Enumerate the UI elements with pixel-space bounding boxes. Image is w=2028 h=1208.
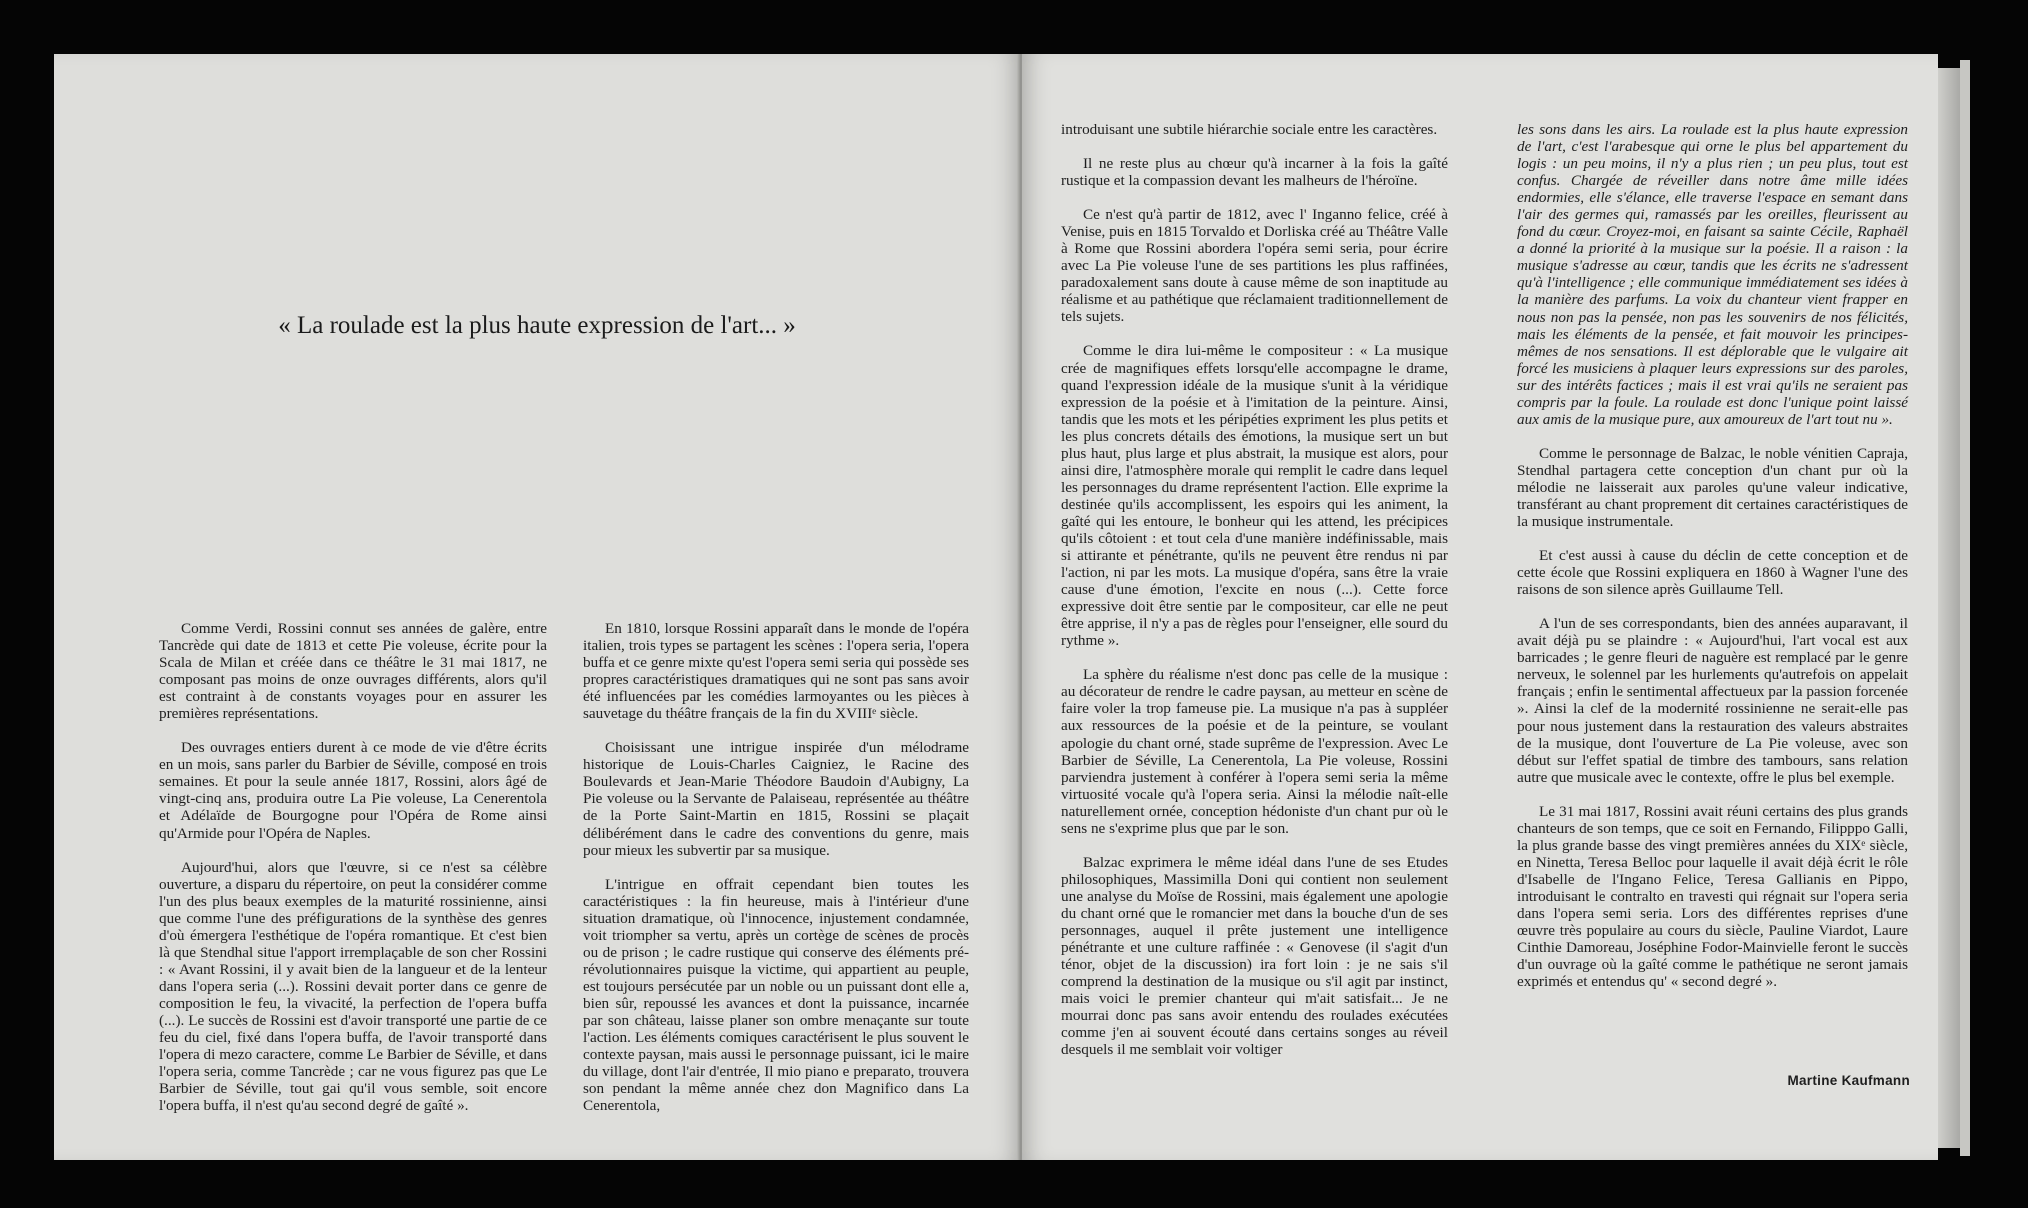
right-page-column-1	[1061, 121, 1448, 1058]
paragraph: Il ne reste plus au chœur qu'à incarner à la fois la gaîté rustique et la compassion devant les malheurs de l'héroïne.	[1061, 155, 1448, 190]
right-page	[1022, 54, 1938, 1160]
paragraph: Balzac exprimera le même idéal dans l'une de ses Etudes philosophiques, Massimilla Doni qui contient non seulement une analyse du Moïse de Rossini, mais également une apologie du chant orné que le romancier met dans la bouche d'un de ses personnages, auquel il prête justement une intelligence pénétrante et une culture raffinée : « Genovese (il s'agit d'un ténor, objet de la discussion) ira fort loin : je ne sais s'il comprend la destination de la musique ou s'il agit par instinct, mais voici le premier chanteur qui m'ait satisfait... Je ne mourrai donc pas sans avoir entendu des roulades exécutées comme j'en ai souvent écouté dans certains songes au réveil desquels il me semblait voir voltiger	[1061, 853, 1448, 1059]
page-edge	[1960, 60, 1970, 1156]
left-page	[54, 54, 1020, 1160]
paragraph: Comme Verdi, Rossini connut ses années de galère, entre Tancrède qui date de 1813 et cette Pie voleuse, écrite pour la Scala de Milan et créée dans ce théâtre le 31 mai 1817, ne composant pas moins de onze ouvrages différents, alors qu'il est contraint à de constants voyages pour en assurer les premières représentations.	[159, 620, 547, 723]
author-signature: Martine Kaufmann	[1787, 1073, 1910, 1088]
left-page-column-1	[159, 620, 547, 1114]
paragraph: Comme le dira lui-même le compositeur : « La musique crée de magnifiques effets lorsqu'elle accompagne le drame, quand l'expression idéale de la musique s'unit à la véridique expression de la poésie et à l'imitation de la peinture. Ainsi, tandis que les mots et les péripéties expriment les plus petits et les plus concrets détails des émotions, la musique sert un but plus haut, plus large et plus abstrait, la musique est alors, pour ainsi dire, l'atmosphère morale qui remplit le cadre dans lequel les personnages du drame représentent l'action. Elle exprime la destinée qu'ils accomplissent, les espoirs qui les animent, la gaîté qui les entoure, le bonheur qui les attend, les précipices qu'ils côtoient : et tout cela d'une manière indéfinissable, mais si attirante et pénétrante, qu'ils ne peuvent être rendus ni par l'action, ni par les mots. La musique d'opéra, sans être la vraie cause d'une émotion, l'excite en nous (...). Cette force expressive doit être sentie par le compositeur, car elle ne peut être apprise, il n'y a pas de règles pour l'enseigner, elle sourd du rythme ».	[1061, 342, 1448, 650]
paragraph: Le 31 mai 1817, Rossini avait réuni certains des plus grands chanteurs de son temps, que ce soit en Fernando, Filipppo Galli, la plus grande basse des vingt premières années du XIXᵉ siècle, en Ninetta, Teresa Belloc pour laquelle il avait déjà écrit le rôle d'Isabelle de l'Ingano Felice, Teresa Gallianis en Pippo, introduisant le contralto en travesti qui régnait sur l'opera seria dans l'opera semi seria. Lors des différentes reprises d'une œuvre très populaire au cours du siècle, Pauline Viardot, Laure Cinthie Damoreau, Joséphine Fodor-Mainvielle feront le succès d'un ouvrage où la gaîté comme le pathétique ne seront jamais exprimés et entendus qu' « second degré ».	[1517, 802, 1908, 991]
right-page-column-2	[1517, 121, 1908, 990]
page-edge	[1938, 68, 1960, 1148]
paragraph: les sons dans les airs. La roulade est la plus haute expression de l'art, c'est l'arabesque qui orne le plus bel appartement du logis : un peu moins, il n'y a plus rien ; un peu plus, tout est confus. Chargée de réveiller dans notre âme mille idées endormies, elle s'élance, elle traverse l'espace en semant dans l'air des germes qui, ramassés par les oreilles, fleurissent au fond du cœur. Croyez-moi, en faisant sa sainte Cécile, Raphaël a donné la priorité à la musique sur la poésie. Il a raison : la musique s'adresse au cœur, tandis que les écrits ne s'adressent qu'à l'intelligence ; elle communique immédiatement ses idées à la manière des parfums. La voix du chanteur vient frapper en nous non pas la pensée, non pas les souvenirs de nos félicités, mais les éléments de la pensée, et fait mouvoir les principes-mêmes de nos sensations. Il est déplorable que le vulgaire ait forcé les musiciens à plaquer leurs expressions sur des paroles, sur des intérêts factices ; mais il est vrai qu'ils ne seraient pas compris par la foule. La roulade est donc l'unique point laissé aux amis de la musique pure, aux amoureux de l'art tout nu ».	[1517, 121, 1908, 428]
paragraph: Choisissant une intrigue inspirée d'un mélodrame historique de Louis-Charles Caigniez, le Racine des Boulevards et Jean-Marie Théodore Baudoin d'Aubigny, La Pie voleuse ou la Servante de Palaiseau, représentée au théâtre de la Porte Saint-Martin en 1815, Rossini se plaçait délibérément dans le cadre des conventions du genre, mais pour mieux les subvertir par sa musique.	[583, 739, 969, 859]
paragraph: introduisant une subtile hiérarchie sociale entre les caractères.	[1061, 121, 1438, 138]
paragraph: Comme le personnage de Balzac, le noble vénitien Capraja, Stendhal partagera cette conception d'un chant pur où la mélodie ne laisserait aux paroles qu'une valeur indicative, transférant au chant proprement dit certaines caractéristiques de la musique instrumentale.	[1517, 444, 1908, 531]
paragraph: La sphère du réalisme n'est donc pas celle de la musique : au décorateur de rendre le cadre paysan, au metteur en scène de faire voler la trop fameuse pie. La musique n'a pas à suppléer aux ressources de la poésie et de la peinture, se voulant apologie du chant orné, stade suprême de l'expression. Avec Le Barbier de Séville, La Cenerentola, La Pie voleuse, Rossini parviendra justement à conférer à l'opera semi seria la même virtuosité vocale qu'à l'opera seria. Ainsi la mélodie naît-elle naturellement ornée, conception hédoniste d'un chant pur où le sens ne s'exprime plus que par le son.	[1061, 666, 1448, 837]
paragraph: L'intrigue en offrait cependant bien toutes les caractéristiques : la fin heureuse, mais à l'intérieur d'une situation dramatique, où l'innocence, injustement condamnée, voit triompher sa vertu, après un cortège de scènes de procès ou de prison ; le cadre rustique qui conserve des éléments pré-révolutionnaires puisque la victime, qui appartient au peuple, est toujours persécutée par un noble ou un puissant dont elle a, bien sûr, repoussé les avances et dont la puissance, incarnée par son château, laisse planer son ombre menaçante sur toute l'action. Les éléments comiques caractérisent le plus souvent le contexte paysan, mais aussi le personnage puissant, ici le maire du village, dont l'air d'entrée, Il mio piano e preparato, trouvera son pendant la même année chez don Magnifico dans La Cenerentola,	[583, 875, 969, 1115]
paragraph: Ce n'est qu'à partir de 1812, avec l' Inganno felice, créé à Venise, puis en 1815 Torvaldo et Dorliska créé au Théâtre Valle à Rome que Rossini abordera l'opéra semi seria, pour écrire avec La Pie voleuse l'une de ses partitions les plus raffinées, paradoxalement sans doute à cause même de son inaptitude au réalisme et au pathétique que réclamaient traditionnellement de tels sujets.	[1061, 206, 1448, 326]
book-spread	[54, 54, 1988, 1160]
chapter-heading: « La roulade est la plus haute expression de l'art... »	[278, 312, 796, 339]
paragraph: Aujourd'hui, alors que l'œuvre, si ce n'est sa célèbre ouverture, a disparu du répertoire, on peut la considérer comme l'un des plus beaux exemples de la maturité rossinienne, ainsi que comme l'une des préfigurations de la synthèse des genres d'où émergera l'esthétique de l'opéra romantique. Et c'est bien là que Stendhal situe l'apport irremplaçable de son cher Rossini : « Avant Rossini, il y avait bien de la langueur et de la lenteur dans l'opera seria (...). Rossini devait porter dans ce genre de composition le feu, la vivacité, la perfection de l'opera buffa (...). Le succès de Rossini est d'avoir transporté une partie de ce feu du ciel, fixé dans l'opera buffa, de l'avoir transporté dans l'opera di mezo caractere, comme Le Barbier de Séville, et dans l'opera seria, comme Tancrède ; car ne vous figurez pas que Le Barbier de Séville, tout gai qu'il vous semble, soit encore l'opera buffa, il n'est qu'au second degré de gaîté ».	[159, 858, 547, 1115]
paragraph: Et c'est aussi à cause du déclin de cette conception et de cette école que Rossini expliquera en 1860 à Wagner l'une des raisons de son silence après Guillaume Tell.	[1517, 547, 1908, 599]
left-page-column-2	[583, 620, 969, 1114]
paragraph: En 1810, lorsque Rossini apparaît dans le monde de l'opéra italien, trois types se partagent les scènes : l'opera seria, l'opera buffa et ce genre mixte qu'est l'opera semi seria qui possède ses propres caractéristiques dramatiques qui ne sont pas sans avoir été influencées par les comédies larmoyantes ou les pièces à sauvetage du théâtre français de la fin du XVIIIᵉ siècle.	[583, 620, 969, 723]
paragraph: A l'un de ses correspondants, bien des années auparavant, il avait déjà pu se plaindre : « Aujourd'hui, l'art vocal est aux barricades ; le genre fleuri de naguère est remplacé par le genre nerveux, le solennel par les hurlements qu'autrefois on appelait français ; enfin le sentimental affectueux par la passion forcenée ». Ainsi la clef de la modernité rossinienne ne serait-elle pas pour nous justement dans la restauration des valeurs abstraites de la musique, dont l'ouverture de La Pie voleuse, avec son début sur l'effet spatial de timbre des tambours, sans relation autre que musicale avec le contexte, offre le plus bel exemple.	[1517, 615, 1908, 786]
paragraph: Des ouvrages entiers durent à ce mode de vie d'être écrits en un mois, sans parler du Barbier de Séville, composé en trois semaines. Et pour la seule année 1817, Rossini, alors âgé de vingt-cinq ans, produira outre La Pie voleuse, La Cenerentola et Adélaïde de Bourgogne pour l'Opéra de Rome ainsi qu'Armide pour l'Opéra de Naples.	[159, 739, 547, 842]
